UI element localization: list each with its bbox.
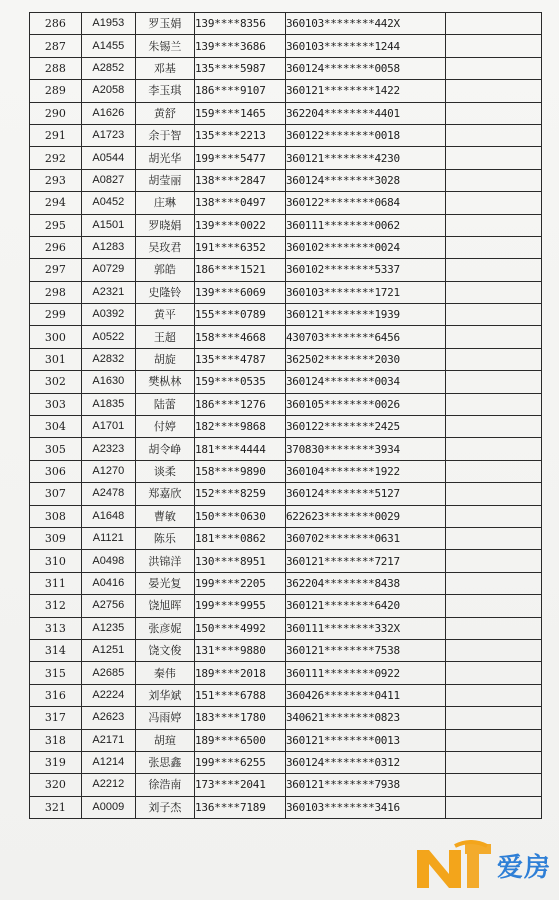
id-number-cell: 360111********0922 — [285, 662, 445, 684]
table-row — [30, 13, 542, 35]
table-row — [30, 393, 542, 415]
id-number-cell: 360121********7217 — [285, 550, 445, 572]
applicant-code-cell: A2478 — [81, 483, 135, 505]
name-cell: 刘子杰 — [135, 796, 194, 818]
row-number-cell: 292 — [30, 147, 82, 169]
blank-cell — [445, 527, 541, 549]
row-number-cell: 301 — [30, 348, 82, 370]
blank-cell — [445, 505, 541, 527]
phone-cell: 139****0022 — [195, 214, 286, 236]
blank-cell — [445, 751, 541, 773]
name-cell: 胡莹丽 — [135, 169, 194, 191]
table-row — [30, 438, 542, 460]
row-number-cell: 310 — [30, 550, 82, 572]
applicant-code-cell: A1630 — [81, 371, 135, 393]
name-cell: 黄舒 — [135, 102, 194, 124]
applicant-code-cell: A2171 — [81, 729, 135, 751]
phone-cell: 155****0789 — [195, 304, 286, 326]
name-cell: 张思鑫 — [135, 751, 194, 773]
phone-cell: 135****2213 — [195, 124, 286, 146]
applicant-code-cell: A1283 — [81, 236, 135, 258]
row-number-cell: 312 — [30, 595, 82, 617]
blank-cell — [445, 348, 541, 370]
name-cell: 胡旋 — [135, 348, 194, 370]
table-row — [30, 169, 542, 191]
blank-cell — [445, 662, 541, 684]
phone-cell: 191****6352 — [195, 236, 286, 258]
table-row — [30, 192, 542, 214]
table-row — [30, 326, 542, 348]
blank-cell — [445, 214, 541, 236]
id-number-cell: 360124********0058 — [285, 57, 445, 79]
brand-text: 爱房 — [496, 852, 551, 883]
table-row — [30, 80, 542, 102]
applicant-code-cell: A0452 — [81, 192, 135, 214]
table-row — [30, 505, 542, 527]
table-row — [30, 35, 542, 57]
name-cell: 邓基 — [135, 57, 194, 79]
id-number-cell: 360103********442X — [285, 13, 445, 35]
applicant-code-cell: A2212 — [81, 774, 135, 796]
name-cell: 罗玉娟 — [135, 13, 194, 35]
row-number-cell: 308 — [30, 505, 82, 527]
phone-cell: 130****8951 — [195, 550, 286, 572]
blank-cell — [445, 550, 541, 572]
name-cell: 李玉琪 — [135, 80, 194, 102]
name-cell: 晏光复 — [135, 572, 194, 594]
id-number-cell: 362502********2030 — [285, 348, 445, 370]
row-number-cell: 304 — [30, 416, 82, 438]
row-number-cell: 321 — [30, 796, 82, 818]
blank-cell — [445, 438, 541, 460]
applicant-code-cell: A1455 — [81, 35, 135, 57]
row-number-cell: 305 — [30, 438, 82, 460]
id-number-cell: 360124********0034 — [285, 371, 445, 393]
phone-cell: 199****9955 — [195, 595, 286, 617]
name-cell: 张彦妮 — [135, 617, 194, 639]
name-cell: 余于智 — [135, 124, 194, 146]
name-cell: 史隆铃 — [135, 281, 194, 303]
name-cell: 黄平 — [135, 304, 194, 326]
phone-cell: 159****0535 — [195, 371, 286, 393]
applicant-code-cell: A0522 — [81, 326, 135, 348]
table-row — [30, 729, 542, 751]
id-number-cell: 370830********3934 — [285, 438, 445, 460]
applicant-code-cell: A1235 — [81, 617, 135, 639]
applicant-code-cell: A0416 — [81, 572, 135, 594]
blank-cell — [445, 729, 541, 751]
row-number-cell: 287 — [30, 35, 82, 57]
roster-table — [29, 12, 542, 819]
phone-cell: 199****6255 — [195, 751, 286, 773]
blank-cell — [445, 707, 541, 729]
id-number-cell: 360104********1922 — [285, 460, 445, 482]
table-row — [30, 259, 542, 281]
row-number-cell: 298 — [30, 281, 82, 303]
blank-cell — [445, 124, 541, 146]
id-number-cell: 360102********0024 — [285, 236, 445, 258]
applicant-code-cell: A1723 — [81, 124, 135, 146]
row-number-cell: 300 — [30, 326, 82, 348]
applicant-code-cell: A1835 — [81, 393, 135, 415]
row-number-cell: 293 — [30, 169, 82, 191]
blank-cell — [445, 281, 541, 303]
blank-cell — [445, 13, 541, 35]
id-number-cell: 360111********0062 — [285, 214, 445, 236]
blank-cell — [445, 192, 541, 214]
applicant-code-cell: A1214 — [81, 751, 135, 773]
blank-cell — [445, 595, 541, 617]
table-row — [30, 707, 542, 729]
blank-cell — [445, 57, 541, 79]
applicant-code-cell: A0544 — [81, 147, 135, 169]
row-number-cell: 316 — [30, 684, 82, 706]
brand-logo-icon — [415, 840, 493, 890]
row-number-cell: 291 — [30, 124, 82, 146]
id-number-cell: 360102********5337 — [285, 259, 445, 281]
table-row — [30, 304, 542, 326]
phone-cell: 186****9107 — [195, 80, 286, 102]
blank-cell — [445, 35, 541, 57]
id-number-cell: 430703********6456 — [285, 326, 445, 348]
row-number-cell: 299 — [30, 304, 82, 326]
id-number-cell: 360122********0684 — [285, 192, 445, 214]
id-number-cell: 360103********3416 — [285, 796, 445, 818]
phone-cell: 183****1780 — [195, 707, 286, 729]
applicant-code-cell: A2685 — [81, 662, 135, 684]
phone-cell: 189****2018 — [195, 662, 286, 684]
id-number-cell: 360122********2425 — [285, 416, 445, 438]
table-row — [30, 595, 542, 617]
phone-cell: 186****1276 — [195, 393, 286, 415]
name-cell: 郑嘉欣 — [135, 483, 194, 505]
table-row — [30, 774, 542, 796]
blank-cell — [445, 102, 541, 124]
phone-cell: 181****4444 — [195, 438, 286, 460]
row-number-cell: 313 — [30, 617, 82, 639]
table-row — [30, 348, 542, 370]
phone-cell: 199****2205 — [195, 572, 286, 594]
applicant-code-cell: A1648 — [81, 505, 135, 527]
phone-cell: 181****0862 — [195, 527, 286, 549]
row-number-cell: 306 — [30, 460, 82, 482]
name-cell: 罗晓娟 — [135, 214, 194, 236]
phone-cell: 151****6788 — [195, 684, 286, 706]
watermark — [415, 840, 551, 890]
id-number-cell: 360121********7938 — [285, 774, 445, 796]
phone-cell: 136****7189 — [195, 796, 286, 818]
table-row — [30, 371, 542, 393]
blank-cell — [445, 371, 541, 393]
row-number-cell: 290 — [30, 102, 82, 124]
name-cell: 陈乐 — [135, 527, 194, 549]
applicant-code-cell: A2832 — [81, 348, 135, 370]
applicant-code-cell: A0009 — [81, 796, 135, 818]
row-number-cell: 315 — [30, 662, 82, 684]
id-number-cell: 360124********5127 — [285, 483, 445, 505]
phone-cell: 150****0630 — [195, 505, 286, 527]
name-cell: 冯雨婷 — [135, 707, 194, 729]
name-cell: 庄琳 — [135, 192, 194, 214]
name-cell: 曹敏 — [135, 505, 194, 527]
blank-cell — [445, 80, 541, 102]
phone-cell: 138****2847 — [195, 169, 286, 191]
table-row — [30, 550, 542, 572]
id-number-cell: 360121********0013 — [285, 729, 445, 751]
name-cell: 胡光华 — [135, 147, 194, 169]
applicant-code-cell: A2058 — [81, 80, 135, 102]
applicant-code-cell: A1270 — [81, 460, 135, 482]
applicant-code-cell: A2321 — [81, 281, 135, 303]
row-number-cell: 314 — [30, 639, 82, 661]
name-cell: 樊枞林 — [135, 371, 194, 393]
blank-cell — [445, 393, 541, 415]
name-cell: 胡令峥 — [135, 438, 194, 460]
id-number-cell: 360105********0026 — [285, 393, 445, 415]
phone-cell: 150****4992 — [195, 617, 286, 639]
id-number-cell: 360121********7538 — [285, 639, 445, 661]
row-number-cell: 319 — [30, 751, 82, 773]
phone-cell: 186****1521 — [195, 259, 286, 281]
id-number-cell: 360122********0018 — [285, 124, 445, 146]
applicant-code-cell: A2323 — [81, 438, 135, 460]
table-row — [30, 147, 542, 169]
applicant-code-cell: A0392 — [81, 304, 135, 326]
row-number-cell: 297 — [30, 259, 82, 281]
row-number-cell: 286 — [30, 13, 82, 35]
id-number-cell: 360121********1939 — [285, 304, 445, 326]
table-row — [30, 460, 542, 482]
table-row — [30, 57, 542, 79]
phone-cell: 158****9890 — [195, 460, 286, 482]
phone-cell: 138****0497 — [195, 192, 286, 214]
id-number-cell: 360124********3028 — [285, 169, 445, 191]
row-number-cell: 311 — [30, 572, 82, 594]
name-cell: 徐浩南 — [135, 774, 194, 796]
id-number-cell: 360111********332X — [285, 617, 445, 639]
applicant-code-cell: A2852 — [81, 57, 135, 79]
table-row — [30, 684, 542, 706]
blank-cell — [445, 572, 541, 594]
phone-cell: 182****9868 — [195, 416, 286, 438]
applicant-code-cell: A1121 — [81, 527, 135, 549]
id-number-cell: 360121********6420 — [285, 595, 445, 617]
blank-cell — [445, 304, 541, 326]
table-row — [30, 124, 542, 146]
phone-cell: 152****8259 — [195, 483, 286, 505]
blank-cell — [445, 416, 541, 438]
phone-cell: 199****5477 — [195, 147, 286, 169]
blank-cell — [445, 259, 541, 281]
blank-cell — [445, 326, 541, 348]
row-number-cell: 296 — [30, 236, 82, 258]
applicant-code-cell: A1953 — [81, 13, 135, 35]
row-number-cell: 303 — [30, 393, 82, 415]
applicant-code-cell: A2224 — [81, 684, 135, 706]
name-cell: 谈柔 — [135, 460, 194, 482]
blank-cell — [445, 684, 541, 706]
row-number-cell: 302 — [30, 371, 82, 393]
applicant-code-cell: A2623 — [81, 707, 135, 729]
phone-cell: 158****4668 — [195, 326, 286, 348]
table-row — [30, 281, 542, 303]
row-number-cell: 294 — [30, 192, 82, 214]
id-number-cell: 362204********4401 — [285, 102, 445, 124]
applicant-code-cell: A0729 — [81, 259, 135, 281]
id-number-cell: 622623********0029 — [285, 505, 445, 527]
blank-cell — [445, 639, 541, 661]
row-number-cell: 288 — [30, 57, 82, 79]
name-cell: 吴玫君 — [135, 236, 194, 258]
phone-cell: 189****6500 — [195, 729, 286, 751]
row-number-cell: 295 — [30, 214, 82, 236]
phone-cell: 135****4787 — [195, 348, 286, 370]
blank-cell — [445, 460, 541, 482]
name-cell: 洪锦洋 — [135, 550, 194, 572]
id-number-cell: 340621********0823 — [285, 707, 445, 729]
applicant-code-cell: A1251 — [81, 639, 135, 661]
id-number-cell: 360121********1422 — [285, 80, 445, 102]
table-row — [30, 102, 542, 124]
applicant-code-cell: A0827 — [81, 169, 135, 191]
row-number-cell: 289 — [30, 80, 82, 102]
name-cell: 刘华斌 — [135, 684, 194, 706]
phone-cell: 139****8356 — [195, 13, 286, 35]
applicant-code-cell: A2756 — [81, 595, 135, 617]
blank-cell — [445, 774, 541, 796]
id-number-cell: 360124********0312 — [285, 751, 445, 773]
blank-cell — [445, 617, 541, 639]
name-cell: 陆蕾 — [135, 393, 194, 415]
phone-cell: 173****2041 — [195, 774, 286, 796]
applicant-code-cell: A0498 — [81, 550, 135, 572]
blank-cell — [445, 236, 541, 258]
name-cell: 饶文俊 — [135, 639, 194, 661]
table-row — [30, 662, 542, 684]
name-cell: 朱锡兰 — [135, 35, 194, 57]
phone-cell: 131****9880 — [195, 639, 286, 661]
name-cell: 郭皓 — [135, 259, 194, 281]
table-row — [30, 416, 542, 438]
table-row — [30, 751, 542, 773]
blank-cell — [445, 147, 541, 169]
table-row — [30, 796, 542, 818]
table-row — [30, 639, 542, 661]
table-row — [30, 617, 542, 639]
name-cell: 秦伟 — [135, 662, 194, 684]
table-row — [30, 572, 542, 594]
applicant-code-cell: A1501 — [81, 214, 135, 236]
name-cell: 胡瑄 — [135, 729, 194, 751]
name-cell: 付婷 — [135, 416, 194, 438]
id-number-cell: 360702********0631 — [285, 527, 445, 549]
applicant-code-cell: A1626 — [81, 102, 135, 124]
phone-cell: 159****1465 — [195, 102, 286, 124]
table-row — [30, 236, 542, 258]
row-number-cell: 318 — [30, 729, 82, 751]
phone-cell: 139****3686 — [195, 35, 286, 57]
row-number-cell: 309 — [30, 527, 82, 549]
phone-cell: 135****5987 — [195, 57, 286, 79]
table-row — [30, 527, 542, 549]
row-number-cell: 307 — [30, 483, 82, 505]
table-row — [30, 483, 542, 505]
row-number-cell: 317 — [30, 707, 82, 729]
row-number-cell: 320 — [30, 774, 82, 796]
roster-table-body — [30, 13, 542, 819]
id-number-cell: 360121********4230 — [285, 147, 445, 169]
applicant-code-cell: A1701 — [81, 416, 135, 438]
id-number-cell: 360426********0411 — [285, 684, 445, 706]
name-cell: 饶旭晖 — [135, 595, 194, 617]
phone-cell: 139****6069 — [195, 281, 286, 303]
id-number-cell: 360103********1244 — [285, 35, 445, 57]
id-number-cell: 360103********1721 — [285, 281, 445, 303]
table-row — [30, 214, 542, 236]
blank-cell — [445, 796, 541, 818]
id-number-cell: 362204********8438 — [285, 572, 445, 594]
blank-cell — [445, 483, 541, 505]
name-cell: 王超 — [135, 326, 194, 348]
blank-cell — [445, 169, 541, 191]
